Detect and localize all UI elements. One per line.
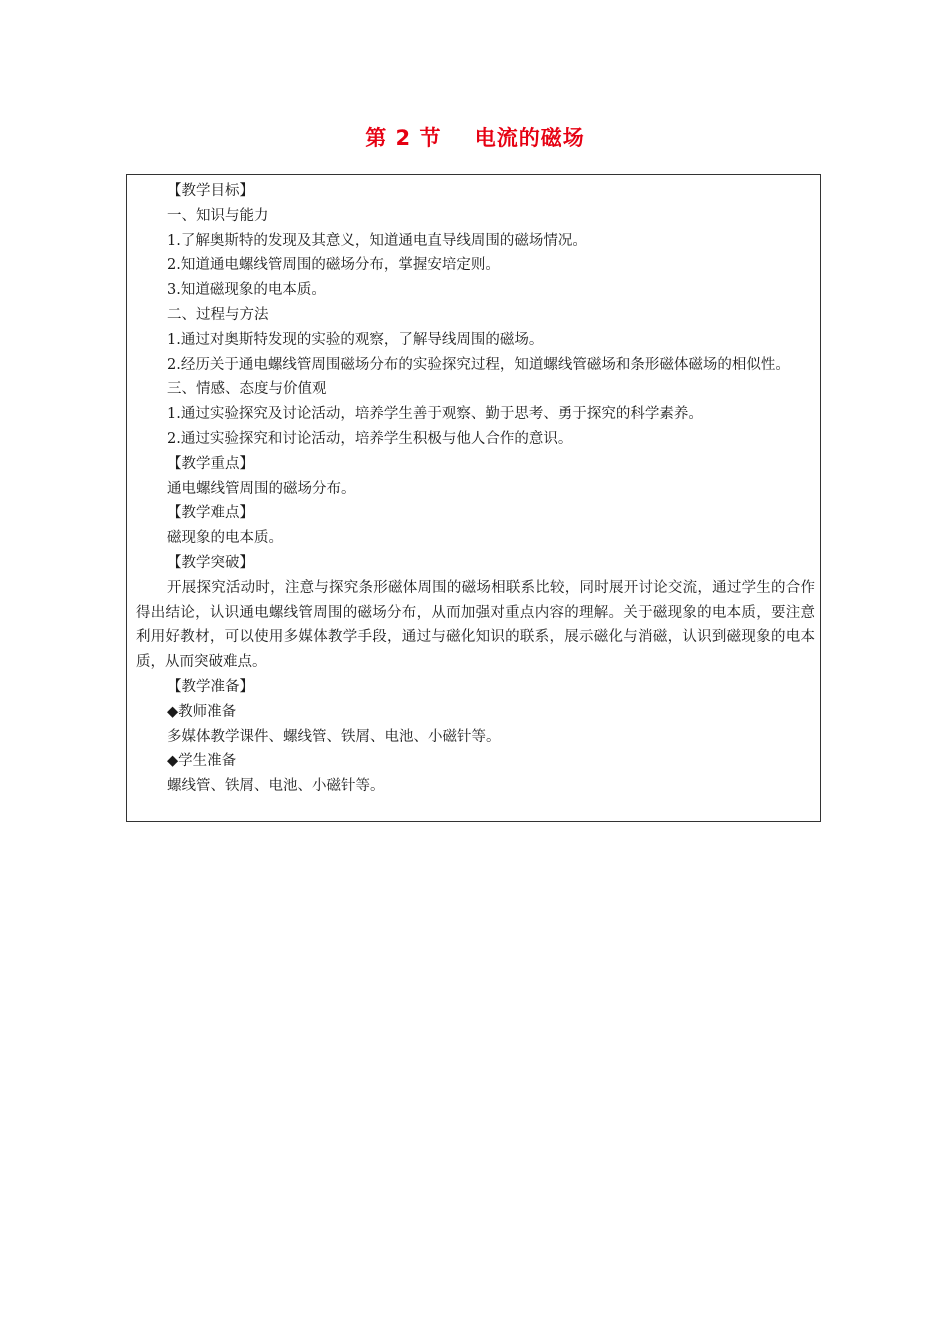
objective-item: 2.通过实验探究和讨论活动，培养学生积极与他人合作的意识。 [167, 430, 573, 447]
breakthrough-text: 开展探究活动时，注意与探究条形磁体周围的磁场相联系比较，同时展开讨论交流，通过学生的合作得出结论，认识通电螺线管周围的磁场分布，从而加强对重点内容的理解。关于磁现象的电本质，要注意利用好教材，可以使用多媒体教学手段，通过与磁化知识的联系，展示磁化与消磁，认识到磁现象的电本质，从而突破难点。 [136, 579, 815, 671]
knowledge-ability-heading: 一、知识与能力 [167, 207, 269, 224]
difficulty-heading: 【教学难点】 [167, 505, 254, 522]
objective-item: 2.经历关于通电螺线管周围磁场分布的实验探究过程，知道螺线管磁场和条形磁体磁场的相似性。 [167, 356, 790, 373]
attitude-values-heading: 三、情感、态度与价值观 [167, 381, 327, 398]
student-preparation-text: 螺线管、铁屑、电池、小磁针等。 [167, 778, 385, 795]
objectives-heading: 【教学目标】 [167, 183, 254, 199]
objective-item: 3.知道磁现象的电本质。 [167, 282, 326, 299]
objective-item: 1.通过实验探究及讨论活动，培养学生善于观察、勤于思考、勇于探究的科学素养。 [167, 406, 703, 423]
teacher-preparation-text: 多媒体教学课件、螺线管、铁屑、电池、小磁针等。 [167, 728, 501, 745]
key-point-heading: 【教学重点】 [167, 455, 254, 472]
key-point-text: 通电螺线管周围的磁场分布。 [167, 480, 356, 497]
objective-item: 2.知道通电螺线管周围的磁场分布，掌握安培定则。 [167, 257, 500, 274]
difficulty-text: 磁现象的电本质。 [167, 530, 283, 547]
preparation-heading: 【教学准备】 [167, 678, 254, 695]
process-method-heading: 二、过程与方法 [167, 306, 269, 323]
student-preparation-heading: ◆学生准备 [167, 753, 237, 770]
objective-item: 1.通过对奥斯特发现的实验的观察，了解导线周围的磁场。 [167, 331, 544, 348]
lesson-plan-box [126, 174, 821, 822]
teacher-preparation-heading: ◆教师准备 [167, 703, 237, 720]
breakthrough-heading: 【教学突破】 [167, 554, 254, 571]
page-title: 第 2 节 电流的磁场 [365, 126, 585, 150]
objective-item: 1.了解奥斯特的发现及其意义，知道通电直导线周围的磁场情况。 [167, 232, 587, 249]
